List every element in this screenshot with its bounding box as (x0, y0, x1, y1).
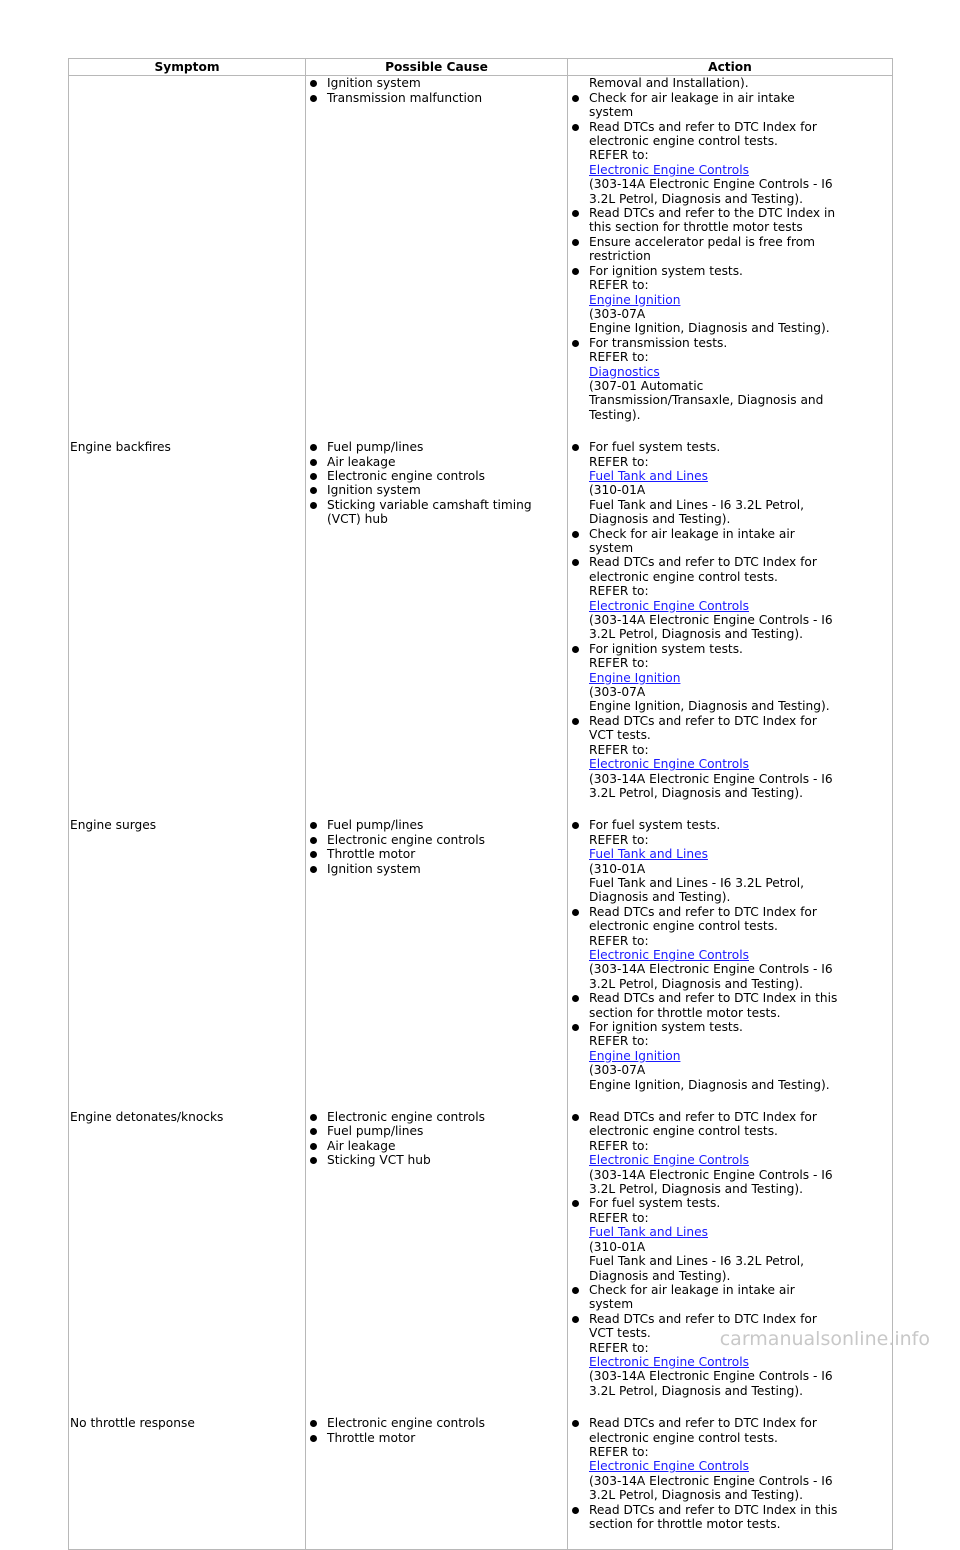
bullet-icon (310, 1128, 317, 1135)
reference-link[interactable]: Electronic Engine Controls (589, 598, 749, 613)
action-text: Check for air leakage in intake air (589, 526, 795, 541)
action-text: Read DTCs and refer to DTC Index for (589, 1416, 817, 1431)
cause-item (327, 1153, 567, 1167)
cause-item (327, 833, 567, 847)
table-row (69, 440, 893, 818)
action-text: Read DTCs and refer to DTC Index in this (589, 991, 838, 1006)
action-item (589, 206, 892, 235)
action-text: 3.2L Petrol, Diagnosis and Testing). (589, 1488, 803, 1503)
action-text: Read DTCs and refer to DTC Index in this (589, 1502, 838, 1517)
action-text: Transmission/Transaxle, Diagnosis and (589, 393, 824, 408)
bullet-icon (310, 866, 317, 873)
refer-line (589, 934, 892, 963)
action-text: electronic engine control tests. (589, 134, 778, 149)
cause-item (327, 455, 567, 469)
refer-label: REFER to: (589, 454, 649, 469)
refer-label: REFER to: (589, 148, 649, 163)
action-text: electronic engine control tests. (589, 1124, 778, 1139)
reference-link[interactable]: Electronic Engine Controls (589, 1153, 749, 1168)
action-text: For fuel system tests. (589, 440, 721, 455)
cause-item (327, 440, 567, 454)
action-text: Diagnosis and Testing). (589, 890, 731, 905)
action-text: For transmission tests. (589, 335, 728, 350)
cause-item (327, 1110, 567, 1124)
symptom-cell: Engine backfires (69, 440, 306, 818)
table-header-row (69, 59, 893, 76)
reference-link[interactable]: Fuel Tank and Lines (589, 847, 708, 862)
reference-link[interactable]: Electronic Engine Controls (589, 947, 749, 962)
action-list (569, 440, 892, 800)
action-text: Read DTCs and refer to DTC Index for (589, 904, 817, 919)
cause-item (327, 1124, 567, 1138)
cause-item (327, 862, 567, 876)
bullet-icon (572, 1507, 579, 1514)
action-item (589, 991, 892, 1020)
bullet-icon (310, 1435, 317, 1442)
refer-label: REFER to: (589, 278, 649, 293)
refer-line (589, 1211, 892, 1254)
cause-item (327, 483, 567, 497)
action-item (589, 120, 892, 206)
action-text: Fuel Tank and Lines - I6 3.2L Petrol, (589, 497, 804, 512)
action-text: Fuel Tank and Lines - I6 3.2L Petrol, (589, 875, 804, 890)
bullet-icon (310, 1420, 317, 1427)
action-text: section for throttle motor tests. (589, 1005, 781, 1020)
action-text: Read DTCs and refer to DTC Index for (589, 1110, 817, 1125)
action-text: For ignition system tests. (589, 263, 743, 278)
refer-line (589, 1034, 892, 1077)
bullet-icon (310, 95, 317, 102)
cause-text: Fuel pump/lines (327, 440, 424, 455)
reference-link[interactable]: Electronic Engine Controls (589, 757, 749, 772)
refer-label: REFER to: (589, 1034, 649, 1049)
cause-list (307, 1110, 567, 1168)
action-text: Read DTCs and refer to DTC Index for (589, 555, 817, 570)
bullet-icon (310, 487, 317, 494)
refer-label: REFER to: (589, 933, 649, 948)
action-text: section for throttle motor tests. (589, 1517, 781, 1531)
bullet-icon (310, 1157, 317, 1164)
table-row (69, 1110, 893, 1416)
action-text: Fuel Tank and Lines - I6 3.2L Petrol, (589, 1254, 804, 1269)
bullet-icon (310, 502, 317, 509)
action-item (589, 264, 892, 336)
symptom-cell: Engine detonates/knocks (69, 1110, 306, 1416)
bullet-icon (572, 210, 579, 217)
cause-text: Electronic engine controls (327, 1110, 485, 1125)
refer-line (589, 743, 892, 772)
reference-tail: (303-07A (589, 1063, 646, 1078)
action-text: (303-14A Electronic Engine Controls - I6 (589, 962, 833, 977)
action-list (569, 1110, 892, 1398)
reference-tail: (307-01 Automatic (589, 378, 704, 393)
action-text: Ensure accelerator pedal is free from (589, 234, 816, 249)
action-text: For fuel system tests. (589, 818, 721, 833)
bullet-icon (572, 1420, 579, 1427)
action-item (589, 1196, 892, 1282)
cause-text: Ignition system (327, 861, 421, 876)
reference-link[interactable]: Fuel Tank and Lines (589, 1225, 708, 1240)
refer-label: REFER to: (589, 1444, 649, 1459)
bullet-icon (572, 1200, 579, 1207)
action-text: restriction (589, 249, 651, 264)
action-item (589, 76, 892, 90)
bullet-icon (572, 822, 579, 829)
bullet-icon (572, 531, 579, 538)
cause-text: Electronic engine controls (327, 468, 485, 483)
action-item (589, 235, 892, 264)
symptom-cell: No throttle response (69, 1416, 306, 1550)
action-text: For ignition system tests. (589, 1020, 743, 1034)
reference-link[interactable]: Engine Ignition (589, 292, 681, 307)
header-possible-cause: Possible Cause (306, 59, 568, 76)
action-item (589, 905, 892, 991)
action-text: (303-14A Electronic Engine Controls - I6 (589, 771, 833, 786)
action-cell (568, 440, 893, 818)
refer-label: REFER to: (589, 832, 649, 847)
action-text: Check for air leakage in intake air (589, 1282, 795, 1297)
action-text: (303-14A Electronic Engine Controls - I6 (589, 1167, 833, 1182)
refer-line (589, 584, 892, 613)
action-text: For fuel system tests. (589, 1196, 721, 1211)
header-symptom: Symptom (69, 59, 306, 76)
reference-link[interactable]: Diagnostics (589, 364, 660, 379)
cause-text: Ignition system (327, 76, 421, 91)
refer-label: REFER to: (589, 584, 649, 599)
cause-text: Electronic engine controls (327, 832, 485, 847)
action-text: Engine Ignition, Diagnosis and Testing). (589, 699, 830, 714)
table-row (69, 818, 893, 1110)
diagnosis-table-container (68, 58, 892, 1550)
action-text: electronic engine control tests. (589, 919, 778, 934)
reference-tail: (310-01A (589, 1239, 646, 1254)
cause-item (327, 1431, 567, 1445)
action-item (589, 555, 892, 641)
bullet-icon (310, 822, 317, 829)
cause-text: Electronic engine controls (327, 1416, 485, 1431)
cause-item (327, 498, 567, 527)
cause-item (327, 847, 567, 861)
action-item (589, 1110, 892, 1196)
action-item (589, 91, 892, 120)
action-cell (568, 76, 893, 440)
action-text: (303-14A Electronic Engine Controls - I6 (589, 613, 833, 628)
cause-text: Fuel pump/lines (327, 818, 424, 833)
bullet-icon (572, 646, 579, 653)
reference-link[interactable]: Engine Ignition (589, 1048, 681, 1063)
bullet-icon (572, 268, 579, 275)
action-text: 3.2L Petrol, Diagnosis and Testing). (589, 627, 803, 642)
action-text: (303-14A Electronic Engine Controls - I6 (589, 1473, 833, 1488)
symptom-cell: Engine surges (69, 818, 306, 1110)
refer-line (589, 1445, 892, 1474)
cause-list (307, 76, 567, 105)
reference-tail: (303-07A (589, 306, 646, 321)
action-item (589, 1283, 892, 1312)
bullet-icon (572, 124, 579, 131)
action-item (589, 642, 892, 714)
cause-item (327, 1416, 567, 1430)
cause-text: Ignition system (327, 483, 421, 498)
bullet-icon (572, 718, 579, 725)
refer-line (589, 1139, 892, 1168)
bullet-icon (572, 1114, 579, 1121)
reference-tail: (310-01A (589, 483, 646, 498)
bullet-icon (310, 473, 317, 480)
bullet-icon (572, 340, 579, 347)
action-list (569, 1416, 892, 1531)
bullet-icon (572, 559, 579, 566)
symptom-cell (69, 76, 306, 440)
reference-link[interactable]: Electronic Engine Controls (589, 1459, 749, 1474)
bullet-icon (572, 1287, 579, 1294)
bullet-icon (572, 239, 579, 246)
cause-item (327, 469, 567, 483)
action-text: system (589, 105, 634, 120)
refer-line (589, 656, 892, 699)
bullet-icon (572, 1024, 579, 1031)
action-cell (568, 1110, 893, 1416)
bullet-icon (572, 444, 579, 451)
possible-cause-cell (306, 1416, 568, 1550)
reference-link[interactable]: Electronic Engine Controls (589, 162, 749, 177)
cause-item (327, 91, 567, 105)
cause-item (327, 818, 567, 832)
reference-tail: (310-01A (589, 861, 646, 876)
bullet-icon (310, 851, 317, 858)
refer-label: REFER to: (589, 1138, 649, 1153)
action-text: 3.2L Petrol, Diagnosis and Testing). (589, 1383, 803, 1398)
refer-label: REFER to: (589, 656, 649, 671)
action-text: Diagnosis and Testing). (589, 512, 731, 527)
cause-item (327, 76, 567, 90)
bullet-icon (572, 1316, 579, 1323)
refer-label: REFER to: (589, 1210, 649, 1225)
possible-cause-cell (306, 1110, 568, 1416)
table-row (69, 1416, 893, 1550)
cause-text: Air leakage (327, 1138, 396, 1153)
action-text: system (589, 1297, 634, 1312)
refer-line (589, 350, 892, 393)
watermark: carmanualsonline.info (719, 1328, 930, 1350)
cause-text: Transmission malfunction (327, 90, 483, 105)
action-text: Read DTCs and refer to DTC Index for (589, 1311, 817, 1326)
reference-link[interactable]: Engine Ignition (589, 670, 681, 685)
bullet-icon (310, 459, 317, 466)
action-item (589, 1416, 892, 1502)
action-text: (303-14A Electronic Engine Controls - I6 (589, 1369, 833, 1384)
action-item (589, 440, 892, 526)
refer-line (589, 833, 892, 876)
action-text: (303-14A Electronic Engine Controls - I6 (589, 177, 833, 192)
action-text: Read DTCs and refer to DTC Index for (589, 119, 817, 134)
bullet-icon (572, 95, 579, 102)
action-cell (568, 1416, 893, 1550)
action-item (589, 527, 892, 556)
table-row (69, 76, 893, 440)
cause-list (307, 818, 567, 876)
refer-line (589, 455, 892, 498)
reference-tail: (303-07A (589, 685, 646, 700)
bullet-icon (310, 444, 317, 451)
action-text: VCT tests. (589, 1326, 651, 1341)
action-text: Removal and Installation). (589, 76, 749, 91)
action-text: Read DTCs and refer to the DTC Index in (589, 206, 836, 221)
refer-line (589, 148, 892, 177)
action-text: this section for throttle motor tests (589, 220, 803, 235)
action-text: 3.2L Petrol, Diagnosis and Testing). (589, 976, 803, 991)
cause-text: Sticking VCT hub (327, 1153, 431, 1168)
symptom-chart-table (68, 58, 893, 1550)
action-text: Check for air leakage in air intake (589, 90, 795, 105)
action-item (589, 818, 892, 904)
bullet-icon (572, 995, 579, 1002)
cause-item (327, 1139, 567, 1153)
action-text: electronic engine control tests. (589, 1430, 778, 1445)
bullet-icon (310, 80, 317, 87)
action-item (589, 336, 892, 422)
cause-text: Throttle motor (327, 847, 416, 862)
possible-cause-cell (306, 818, 568, 1110)
action-item (589, 1503, 892, 1532)
action-text: electronic engine control tests. (589, 569, 778, 584)
action-text: 3.2L Petrol, Diagnosis and Testing). (589, 191, 803, 206)
cause-list (307, 1416, 567, 1445)
action-item (589, 1312, 892, 1398)
cause-text: Throttle motor (327, 1430, 416, 1445)
action-text: Diagnosis and Testing). (589, 1268, 731, 1283)
action-cell (568, 818, 893, 1110)
action-item (589, 1020, 892, 1092)
possible-cause-cell (306, 76, 568, 440)
bullet-icon (310, 1143, 317, 1150)
possible-cause-cell (306, 440, 568, 818)
action-text: Testing). (589, 407, 641, 422)
refer-line (589, 278, 892, 321)
action-text: VCT tests. (589, 728, 651, 743)
bullet-icon (310, 837, 317, 844)
refer-label: REFER to: (589, 1340, 649, 1355)
header-action: Action (568, 59, 893, 76)
cause-text: Sticking variable camshaft timing (VCT) hub (327, 497, 532, 527)
cause-text: Fuel pump/lines (327, 1124, 424, 1139)
action-text: Engine Ignition, Diagnosis and Testing). (589, 1077, 830, 1092)
action-text: For ignition system tests. (589, 641, 743, 656)
action-item (589, 714, 892, 800)
cause-list (307, 440, 567, 526)
action-text: Read DTCs and refer to DTC Index for (589, 713, 817, 728)
action-text: 3.2L Petrol, Diagnosis and Testing). (589, 1182, 803, 1197)
action-text: system (589, 541, 634, 555)
refer-label: REFER to: (589, 350, 649, 365)
bullet-icon (310, 1114, 317, 1121)
action-list (569, 76, 892, 422)
cause-text: Air leakage (327, 454, 396, 469)
action-text: 3.2L Petrol, Diagnosis and Testing). (589, 785, 803, 800)
refer-label: REFER to: (589, 742, 649, 757)
action-list (569, 818, 892, 1092)
action-text: Engine Ignition, Diagnosis and Testing). (589, 321, 830, 336)
reference-link[interactable]: Electronic Engine Controls (589, 1354, 749, 1369)
reference-link[interactable]: Fuel Tank and Lines (589, 468, 708, 483)
bullet-icon (572, 909, 579, 916)
